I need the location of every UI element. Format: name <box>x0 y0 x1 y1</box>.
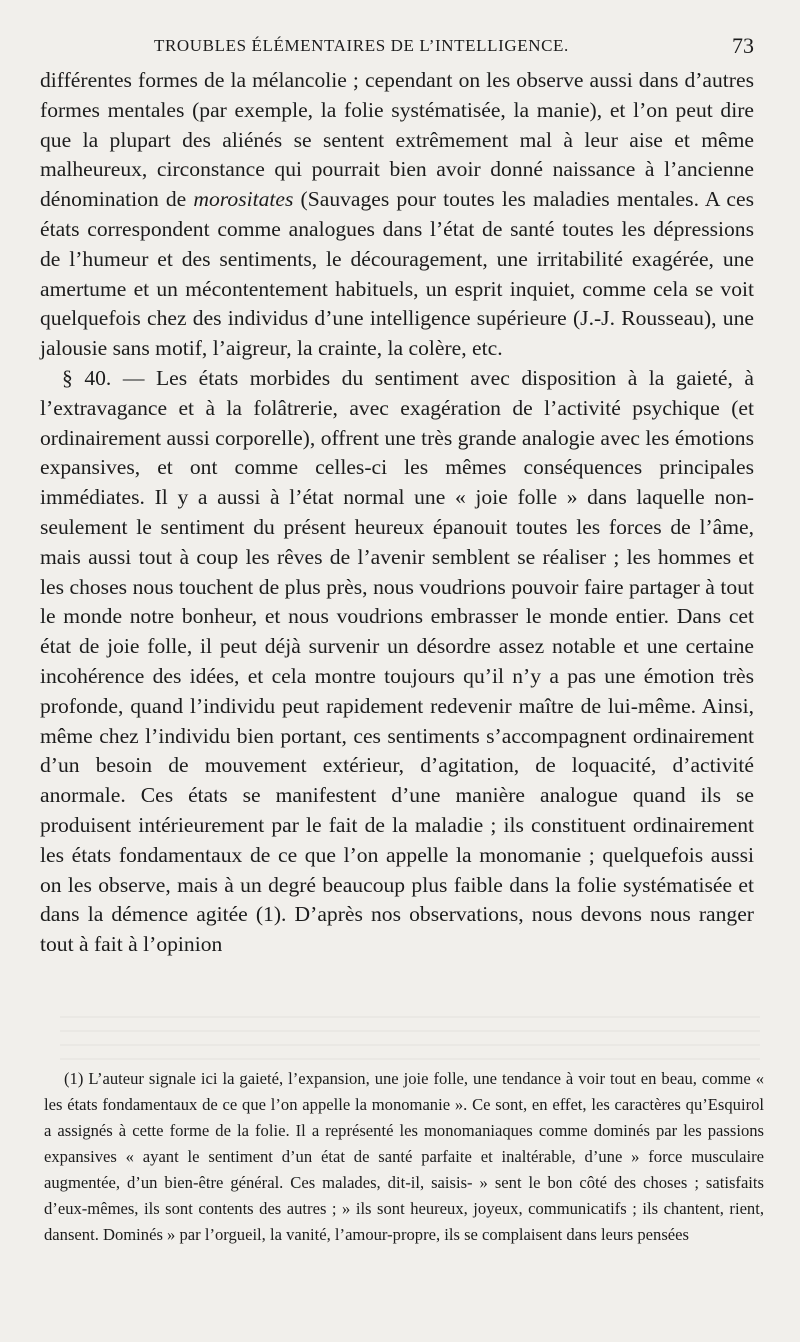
running-head <box>40 33 754 66</box>
show-through-texture <box>60 1010 760 1060</box>
paragraph-section-40: § 40. — Les états morbides du sentiment avec disposition à la gaieté, à l’extravagance et à la folâtrerie, avec exagération de l’activité psychique (et ordinairement aussi corporelle), offrent une très grande analogie avec les émotions expansives, et ont comme celles-ci les mêmes conséquences principales immédiates. Il y a aussi à l’état normal une « joie folle » dans laquelle non-seulement le sentiment du présent heureux épanouit toutes les forces de l’âme, mais aussi tout à coup les rêves de l’avenir semblent se réaliser ; les hommes et les choses nous touchent de plus près, nous voudrions pouvoir faire partager à tout le monde notre bonheur, et nous voudrions embrasser le monde entier. Dans cet état de joie folle, il peut déjà survenir un désordre assez notable et une certaine incohérence des idées, et cela montre toujours qu’il n’y a pas une émotion très profonde, quand l’individu peut rapidement redevenir maître de lui-même. Ainsi, même chez l’individu bien portant, ces sentiments s’accompagnent ordinairement d’un besoin de mouvement extérieur, d’agitation, de loquacité, d’activité anormale. Ces états se manifestent d’une manière analogue quand ils se produisent intérieurement par le fait de la maladie ; ils constituent ordinairement les états fondamentaux de ce que l’on appelle la monomanie ; quelquefois aussi on les observe, mais à un degré beaucoup plus faible dans la folie systématisée et dans la démence agitée (1). D’après nos observations, nous devons nous ranger tout à fait à l’opinion <box>40 365 754 957</box>
paragraph-1-rest: (Sauvages pour toutes les maladies mentales. A ces états correspondent comme analogues dans l’état de santé toutes les dépressions de l’humeur et des sentiments, le découragement, une irritabilité exagérée, une amertume et un mécontentement habituels, un esprit inquiet, comme cela se voit quelquefois chez des individus d’une intelligence supérieure (J.-J. Rousseau), une jalousie sans motif, l’aigreur, la crainte, la colère, etc. <box>40 187 755 361</box>
running-title: TROUBLES ÉLÉMENTAIRES DE L’INTELLIGENCE. <box>154 36 569 55</box>
footnote-block <box>44 1066 764 1248</box>
paragraph-1-text: différentes formes de la mélancolie ; cependant on les observe aussi dans d’autres formes mentales (par exemple, la folie systématisée, la manie), et l’on peut dire que la plupart des aliénés se sentent extrêmement mal à leur aise et même malheureux, circonstance qui pourrait bien avoir donné naissance à l’ancienne dénomination de <box>40 68 754 212</box>
page-number: 73 <box>732 33 754 58</box>
footnote-1: (1) L’auteur signale ici la gaieté, l’expansion, une joie folle, une tendance à voir tout en beau, comme « les états fondamentaux de ce que l’on appelle la monomanie ». Ce sont, en effet, les caractères qu’Esquirol a assignés à cette forme de la folie. Il a représenté les monomaniaques comme dominés par les passions expansives « ayant le sentiment d’un état de santé parfaite et inaltérable, d’une » force musculaire augmentée, d’un bien-être général. Ces malades, dit-il, saisis- » sent le bon côté des choses ; satisfaits d’eux-mêmes, ils sont contents des autres ; » ils sont heureux, joyeux, communicatifs ; ils chantent, rient, dansent. Dominés » par l’orgueil, la vanité, l’amour-propre, ils se complaisent dans leurs pensées <box>44 1069 764 1244</box>
italic-term: morositates <box>193 187 294 212</box>
main-text <box>40 66 754 960</box>
paragraph-continued <box>40 66 754 364</box>
